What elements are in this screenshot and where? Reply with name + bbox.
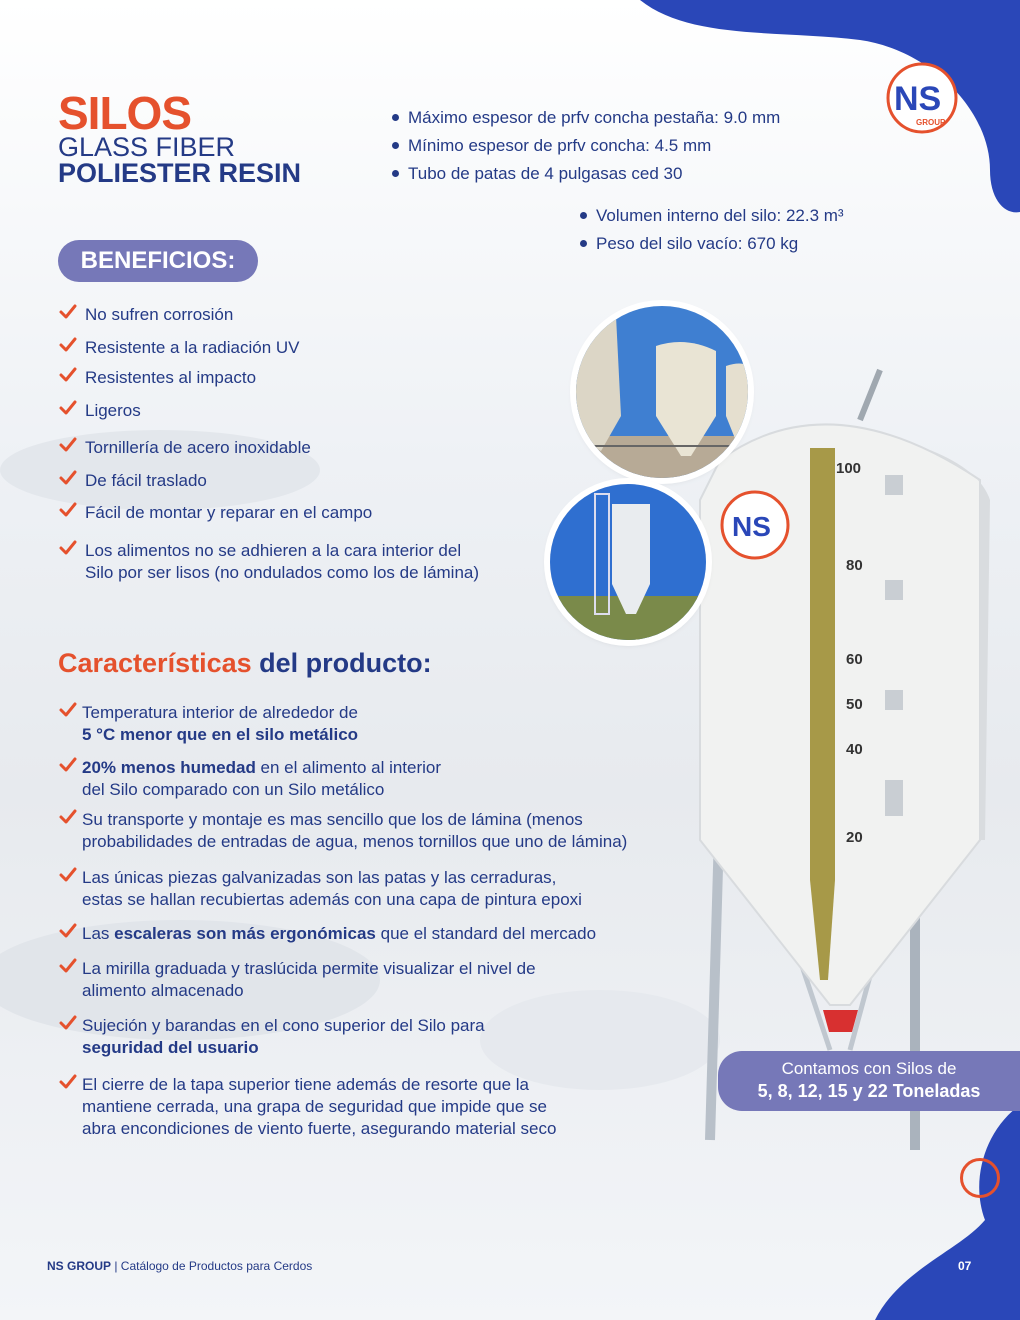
silo-logo-letters: NS bbox=[732, 511, 771, 542]
check-icon bbox=[58, 538, 78, 558]
scale-label: 80 bbox=[846, 557, 863, 574]
spec-text: Volumen interno del silo: 22.3 m³ bbox=[596, 206, 844, 225]
characteristics-title-orange: Características bbox=[58, 648, 252, 678]
check-icon bbox=[58, 807, 78, 827]
check-icon bbox=[58, 921, 78, 941]
characteristic-text-bold: seguridad del usuario bbox=[82, 1038, 259, 1057]
characteristic-text: estas se hallan recubiertas además con una capa de pintura epoxi bbox=[82, 890, 582, 909]
benefit-item bbox=[58, 470, 207, 492]
characteristic-text: El cierre de la tapa superior tiene además de resorte que la bbox=[82, 1075, 529, 1094]
scale-label: 100 bbox=[836, 460, 862, 477]
decorative-ring-icon bbox=[960, 1158, 1000, 1198]
characteristic-text: Las únicas piezas galvanizadas son las patas y las cerraduras, bbox=[82, 868, 557, 887]
benefit-text: De fácil traslado bbox=[85, 471, 207, 490]
logo-letters: NS bbox=[894, 80, 942, 118]
characteristic-text: del Silo comparado con un Silo metálico bbox=[82, 780, 385, 799]
characteristic-item bbox=[58, 867, 582, 911]
check-icon bbox=[58, 700, 78, 720]
spec-item bbox=[580, 202, 844, 230]
characteristic-item bbox=[58, 757, 441, 801]
subtitle-poliester-resin: POLIESTER RESIN bbox=[58, 158, 302, 188]
characteristic-text: mantiene cerrada, una grapa de seguridad que impide que se bbox=[82, 1097, 547, 1116]
benefit-text: Ligeros bbox=[85, 401, 141, 420]
footer-brand: NS GROUP bbox=[47, 1259, 112, 1273]
benefit-text: Fácil de montar y reparar en el campo bbox=[85, 503, 373, 522]
bullet-icon bbox=[580, 240, 587, 247]
check-icon bbox=[58, 1013, 78, 1033]
spec-text: Mínimo espesor de prfv concha: 4.5 mm bbox=[408, 136, 712, 155]
silo-illustration bbox=[680, 360, 1020, 1160]
spec-list bbox=[392, 104, 780, 188]
benefit-item bbox=[58, 400, 141, 422]
benefit-text: No sufren corrosión bbox=[85, 305, 234, 324]
spec-list-secondary bbox=[580, 202, 844, 258]
spec-item bbox=[392, 160, 780, 188]
characteristic-text: que el standard del mercado bbox=[375, 924, 597, 943]
page-number: 07 bbox=[958, 1259, 972, 1273]
footer-text: | Catálogo de Productos para Cerdos bbox=[111, 1259, 313, 1273]
silo-photo-2 bbox=[550, 484, 706, 640]
bullet-icon bbox=[580, 212, 587, 219]
tons-callout bbox=[718, 1051, 1020, 1111]
characteristics-title-blue: del producto: bbox=[251, 648, 432, 678]
characteristic-text: alimento almacenado bbox=[82, 981, 244, 1000]
characteristic-text: Sujeción y barandas en el cono superior del Silo para bbox=[82, 1016, 485, 1035]
benefit-item bbox=[58, 337, 300, 359]
spec-item bbox=[580, 230, 844, 258]
check-icon bbox=[58, 365, 78, 385]
logo-word: GROUP bbox=[916, 118, 946, 127]
spec-item bbox=[392, 104, 780, 132]
spec-text: Peso del silo vacío: 670 kg bbox=[596, 234, 799, 253]
benefit-text: Silo por ser lisos (no ondulados como los de lámina) bbox=[85, 563, 480, 582]
scale-label: 60 bbox=[846, 651, 863, 668]
benefit-item bbox=[58, 437, 311, 459]
characteristic-text: Temperatura interior de alrededor de bbox=[82, 703, 358, 722]
bullet-icon bbox=[392, 142, 399, 149]
footer bbox=[47, 1259, 312, 1273]
characteristic-item bbox=[58, 923, 596, 945]
ns-group-logo bbox=[872, 62, 972, 142]
characteristic-item bbox=[58, 809, 627, 853]
tons-callout-line2: 5, 8, 12, 15 y 22 Toneladas bbox=[757, 1081, 981, 1101]
characteristic-text-bold: 5 °C menor que en el silo metálico bbox=[82, 725, 359, 744]
benefit-text: Los alimentos no se adhieren a la cara interior del bbox=[85, 541, 462, 560]
spec-text: Máximo espesor de prfv concha pestaña: 9.0 mm bbox=[408, 108, 781, 127]
bullet-icon bbox=[392, 114, 399, 121]
check-icon bbox=[58, 755, 78, 775]
benefit-item bbox=[58, 367, 256, 389]
check-icon bbox=[58, 335, 78, 355]
characteristic-text-bold: escaleras son más ergonómicas bbox=[114, 924, 376, 943]
check-icon bbox=[58, 865, 78, 885]
characteristic-item bbox=[58, 1074, 556, 1140]
check-icon bbox=[58, 956, 78, 976]
check-icon bbox=[58, 435, 78, 455]
characteristic-text: en el alimento al interior bbox=[255, 758, 442, 777]
check-icon bbox=[58, 302, 78, 322]
benefit-item bbox=[58, 540, 479, 584]
check-icon bbox=[58, 1072, 78, 1092]
silos-photo-1 bbox=[576, 306, 748, 478]
check-icon bbox=[58, 468, 78, 488]
spec-item bbox=[392, 132, 780, 160]
spec-text: Tubo de patas de 4 pulgasas ced 30 bbox=[408, 164, 683, 183]
subtitle-glass-fiber: GLASS FIBER bbox=[58, 132, 236, 162]
benefit-item bbox=[58, 304, 233, 326]
characteristic-item bbox=[58, 958, 536, 1002]
benefit-text: Resistentes al impacto bbox=[85, 368, 257, 387]
characteristic-text: La mirilla graduada y traslúcida permite visualizar el nivel de bbox=[82, 959, 536, 978]
characteristics-title bbox=[58, 648, 432, 679]
benefits-badge: BENEFICIOS: bbox=[58, 240, 258, 282]
scale-label: 40 bbox=[846, 741, 863, 758]
characteristic-item bbox=[58, 702, 358, 746]
benefit-text: Resistente a la radiación UV bbox=[85, 338, 300, 357]
benefit-text: Tornillería de acero inoxidable bbox=[85, 438, 311, 457]
bullet-icon bbox=[392, 170, 399, 177]
characteristic-item bbox=[58, 1015, 485, 1059]
characteristic-text: Su transporte y montaje es mas sencillo que los de lámina (menos bbox=[82, 810, 583, 829]
check-icon bbox=[58, 398, 78, 418]
characteristic-text: probabilidades de entradas de agua, menos tornillos que uno de lámina) bbox=[82, 832, 628, 851]
benefit-item bbox=[58, 502, 372, 524]
scale-label: 20 bbox=[846, 829, 863, 846]
characteristic-text: Las bbox=[82, 924, 115, 943]
tons-callout-line1: Contamos con Silos de bbox=[781, 1059, 957, 1078]
check-icon bbox=[58, 500, 78, 520]
characteristic-text-bold: 20% menos humedad bbox=[82, 758, 256, 777]
page-title: SILOS bbox=[58, 87, 192, 139]
characteristic-text: abra encondiciones de viento fuerte, asegurando material seco bbox=[82, 1119, 557, 1138]
scale-label: 50 bbox=[846, 696, 863, 713]
